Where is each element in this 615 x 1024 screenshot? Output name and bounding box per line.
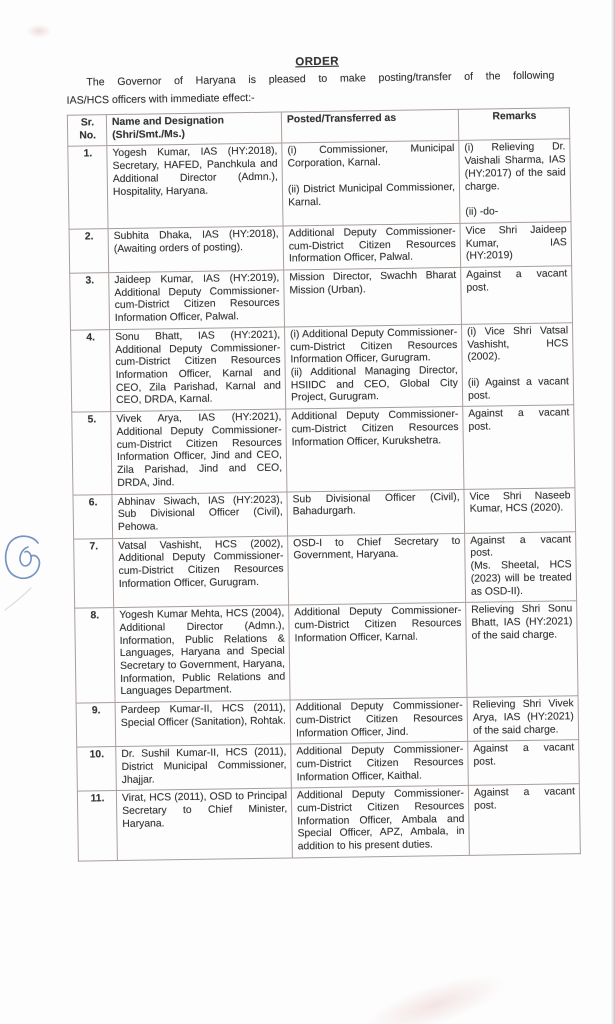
name-cell xyxy=(112,492,288,539)
remarks-cell xyxy=(465,531,577,602)
name-text: Yogesh Kumar Mehta, HCS (2004), Additional Director (Admn.), Information, Public Relations & Languages, Haryana and Special Secretary to Government, Haryana, Information, Public Relations and Languages Department. xyxy=(119,607,286,698)
header-remarks: Remarks xyxy=(458,108,569,141)
name-cell xyxy=(115,700,291,747)
sr-cell: 6. xyxy=(73,494,113,539)
table-row xyxy=(73,487,576,539)
remarks-text: (ii) Against a vacant post. xyxy=(467,376,569,402)
posted-text: Additional Deputy Commissioner-cum-District Citizen Resources Information Officer, Karnal. xyxy=(294,605,462,645)
remarks-cell xyxy=(467,696,579,742)
remarks-text: Relieving Shri Vivek Arya, IAS (HY:2021) of the said charge. xyxy=(472,698,574,737)
name-cell xyxy=(110,327,286,412)
table-row xyxy=(70,266,573,330)
sr-cell: 11. xyxy=(77,791,117,861)
posted-text: (ii) District Municipal Commissioner, Karnal. xyxy=(287,181,456,208)
posted-text: OSD-I to Chief Secretary to Government, Haryana. xyxy=(293,535,461,562)
posted-text: Additional Deputy Commissioner-cum-District Citizen Resources Information Officer, Kurukshetra. xyxy=(291,409,459,449)
name-text: Vatsal Vashisht, HCS (2002), Additional Deputy Commissioner-cum-District Citizen Resources Information Officer, Gurugram. xyxy=(118,538,284,590)
header-name-line1: Name and Designation xyxy=(111,115,225,129)
name-text: Sonu Bhatt, IAS (HY:2021), Additional Deputy Commissioner-cum-District Citizen Resources Information Officer, Karnal and CEO, Zila Parishad, Karnal and CEO, DRDA, Karnal. xyxy=(115,329,281,407)
table-row xyxy=(77,740,580,792)
remarks-cell xyxy=(460,222,572,268)
remarks-cell xyxy=(468,784,580,855)
header-posted: Posted/Transferred as xyxy=(281,109,458,143)
sr-cell: 9. xyxy=(76,703,116,748)
name-cell xyxy=(116,744,292,791)
name-cell xyxy=(109,270,285,329)
name-cell xyxy=(108,226,284,273)
sr-cell: 2. xyxy=(69,229,109,274)
table-row xyxy=(68,139,571,229)
remarks-text: Against a vacant post. xyxy=(473,742,575,768)
sr-cell: 10. xyxy=(77,747,117,792)
header-sr-line1: Sr. xyxy=(80,117,95,129)
table-row xyxy=(76,696,579,748)
name-text: Dr. Sushil Kumar-II, HCS (2011), District Municipal Commissioner, Jhajjar. xyxy=(121,746,287,786)
name-text: Virat, HCS (2011), OSD to Principal Secretary to Chief Minister, Haryana. xyxy=(121,790,288,830)
page-title: ORDER xyxy=(295,55,339,69)
document-sheet xyxy=(66,52,580,861)
posted-cell xyxy=(282,141,460,226)
name-cell xyxy=(113,536,289,608)
remarks-cell xyxy=(466,601,578,698)
posted-text: Additional Deputy Commissioner-cum-District Citizen Resources Information Officer, Palwal. xyxy=(288,225,456,265)
handwritten-ink-mark xyxy=(1,530,51,622)
remarks-text: (Ms. Sheetal, HCS (2023) will be treated as OSD-II). xyxy=(470,559,572,598)
posted-text: Additional Deputy Commissioner-cum-District Citizen Resources Information Officer, Jind. xyxy=(295,700,463,739)
posted-text: Additional Deputy Commissioner-cum-District Citizen Resources Information Officer, Kaithal. xyxy=(296,744,464,784)
remarks-cell xyxy=(459,139,571,223)
posted-cell xyxy=(288,533,466,605)
intro-paragraph-line1: The Governor of Haryana is pleased to make posting/transfer of the following xyxy=(86,69,555,89)
posted-text: Sub Divisional Officer (Civil), Bahadurgarh. xyxy=(292,491,460,518)
posted-text: (i) Commissioner, Municipal Corporation, Karnal. xyxy=(287,143,455,170)
scan-smudge-bottom xyxy=(357,963,512,1024)
name-text: Vivek Arya, IAS (HY:2021), Additional Deputy Commissioner-cum-District Citizen Resources Information Officer, Jind and CEO, Zila Parishad, Jind and CEO, DRDA, Jind. xyxy=(116,411,283,489)
remarks-text: (ii) -do- xyxy=(465,206,499,219)
table-row xyxy=(74,531,577,608)
table-row xyxy=(72,405,575,495)
posted-text: (i) Additional Deputy Commissioner-cum-District Citizen Resources Information Officer, Gurugram. xyxy=(290,326,458,366)
sr-cell: 8. xyxy=(75,608,115,703)
posted-cell xyxy=(285,324,463,409)
name-cell xyxy=(111,409,287,494)
posted-cell xyxy=(284,267,462,326)
name-cell xyxy=(114,605,290,703)
name-text: Jaideep Kumar, IAS (HY:2019), Additional Deputy Commissioner-cum-District Citizen Resources Information Officer, Palwal. xyxy=(114,272,280,325)
name-cell xyxy=(107,143,283,228)
name-text: Yogesh Kumar, IAS (HY:2018), Secretary, HAFED, Panchkula and Additional Director (Admn.), Hospitality, Haryana. xyxy=(112,146,278,198)
posted-cell xyxy=(291,742,469,789)
scan-edge-shadow xyxy=(611,0,615,1024)
transfer-table xyxy=(67,107,581,861)
scan-smudge-top-left xyxy=(26,24,52,38)
name-text: Abhinav Siwach, IAS (HY:2023), Sub Divisional Officer (Civil), Pehowa. xyxy=(117,494,283,533)
header-sr-line2: No. xyxy=(79,129,97,142)
posted-cell xyxy=(286,407,464,492)
remarks-cell xyxy=(461,266,573,324)
remarks-text: Vice Shri Naseeb Kumar, HCS (2020). xyxy=(469,489,571,516)
remarks-text: Against a vacant post. xyxy=(473,786,576,812)
remarks-text: (i) Relieving Dr. Vaishali Sharma, IAS (HY:2017) of the said charge. xyxy=(464,141,566,193)
posted-cell xyxy=(291,786,469,858)
remarks-cell xyxy=(468,740,580,786)
table-row xyxy=(77,784,580,861)
sr-cell: 3. xyxy=(70,273,110,330)
posted-text: (ii) Additional Managing Director, HSIIDC and CEO, Global City Project, Gurugram. xyxy=(290,364,458,404)
remarks-text: Against a vacant post. xyxy=(470,533,572,560)
name-text: Pardeep Kumar-II, HCS (2011), Special Officer (Sanitation), Rohtak. xyxy=(120,702,286,729)
name-cell xyxy=(116,788,292,860)
sr-cell: 1. xyxy=(68,146,108,229)
remarks-text: Against a vacant post. xyxy=(466,268,568,294)
posted-text: Additional Deputy Commissioner-cum-District Citizen Resources Information Officer, Ambala and Special Officer, APZ, Ambala, in addition to his present duties. xyxy=(296,788,465,853)
remarks-text: Against a vacant post. xyxy=(468,407,570,433)
posted-cell xyxy=(290,697,468,744)
header-sr xyxy=(67,115,106,147)
remarks-text: Relieving Shri Sonu Bhatt, IAS (HY:2021) of the said charge. xyxy=(471,603,573,642)
remarks-cell xyxy=(461,323,573,407)
posted-text: Mission Director, Swachh Bharat Mission (Urban). xyxy=(289,269,457,297)
header-name-line2: (Shri/Smt./Ms.) xyxy=(112,128,185,141)
remarks-cell xyxy=(463,405,575,489)
sr-cell: 4. xyxy=(71,329,111,412)
table-row xyxy=(69,222,572,274)
posted-cell xyxy=(283,223,461,270)
remarks-text: (i) Vice Shri Vatsal Vashisht, HCS (2002). xyxy=(467,325,569,364)
table-row xyxy=(71,323,574,413)
sr-cell: 7. xyxy=(74,538,114,608)
remarks-text: Vice Shri Jaideep Kumar, IAS (HY:2019) xyxy=(465,224,567,263)
remarks-cell xyxy=(464,487,576,533)
intro-paragraph-line2: IAS/HCS officers with immediate effect:- xyxy=(66,91,255,107)
name-text: Subhita Dhaka, IAS (HY:2018), (Awaiting orders of posting). xyxy=(113,228,279,255)
posted-cell xyxy=(289,603,467,701)
table-row xyxy=(75,601,578,703)
header-name xyxy=(106,112,281,146)
sr-cell: 5. xyxy=(72,412,112,495)
posted-cell xyxy=(287,489,465,536)
